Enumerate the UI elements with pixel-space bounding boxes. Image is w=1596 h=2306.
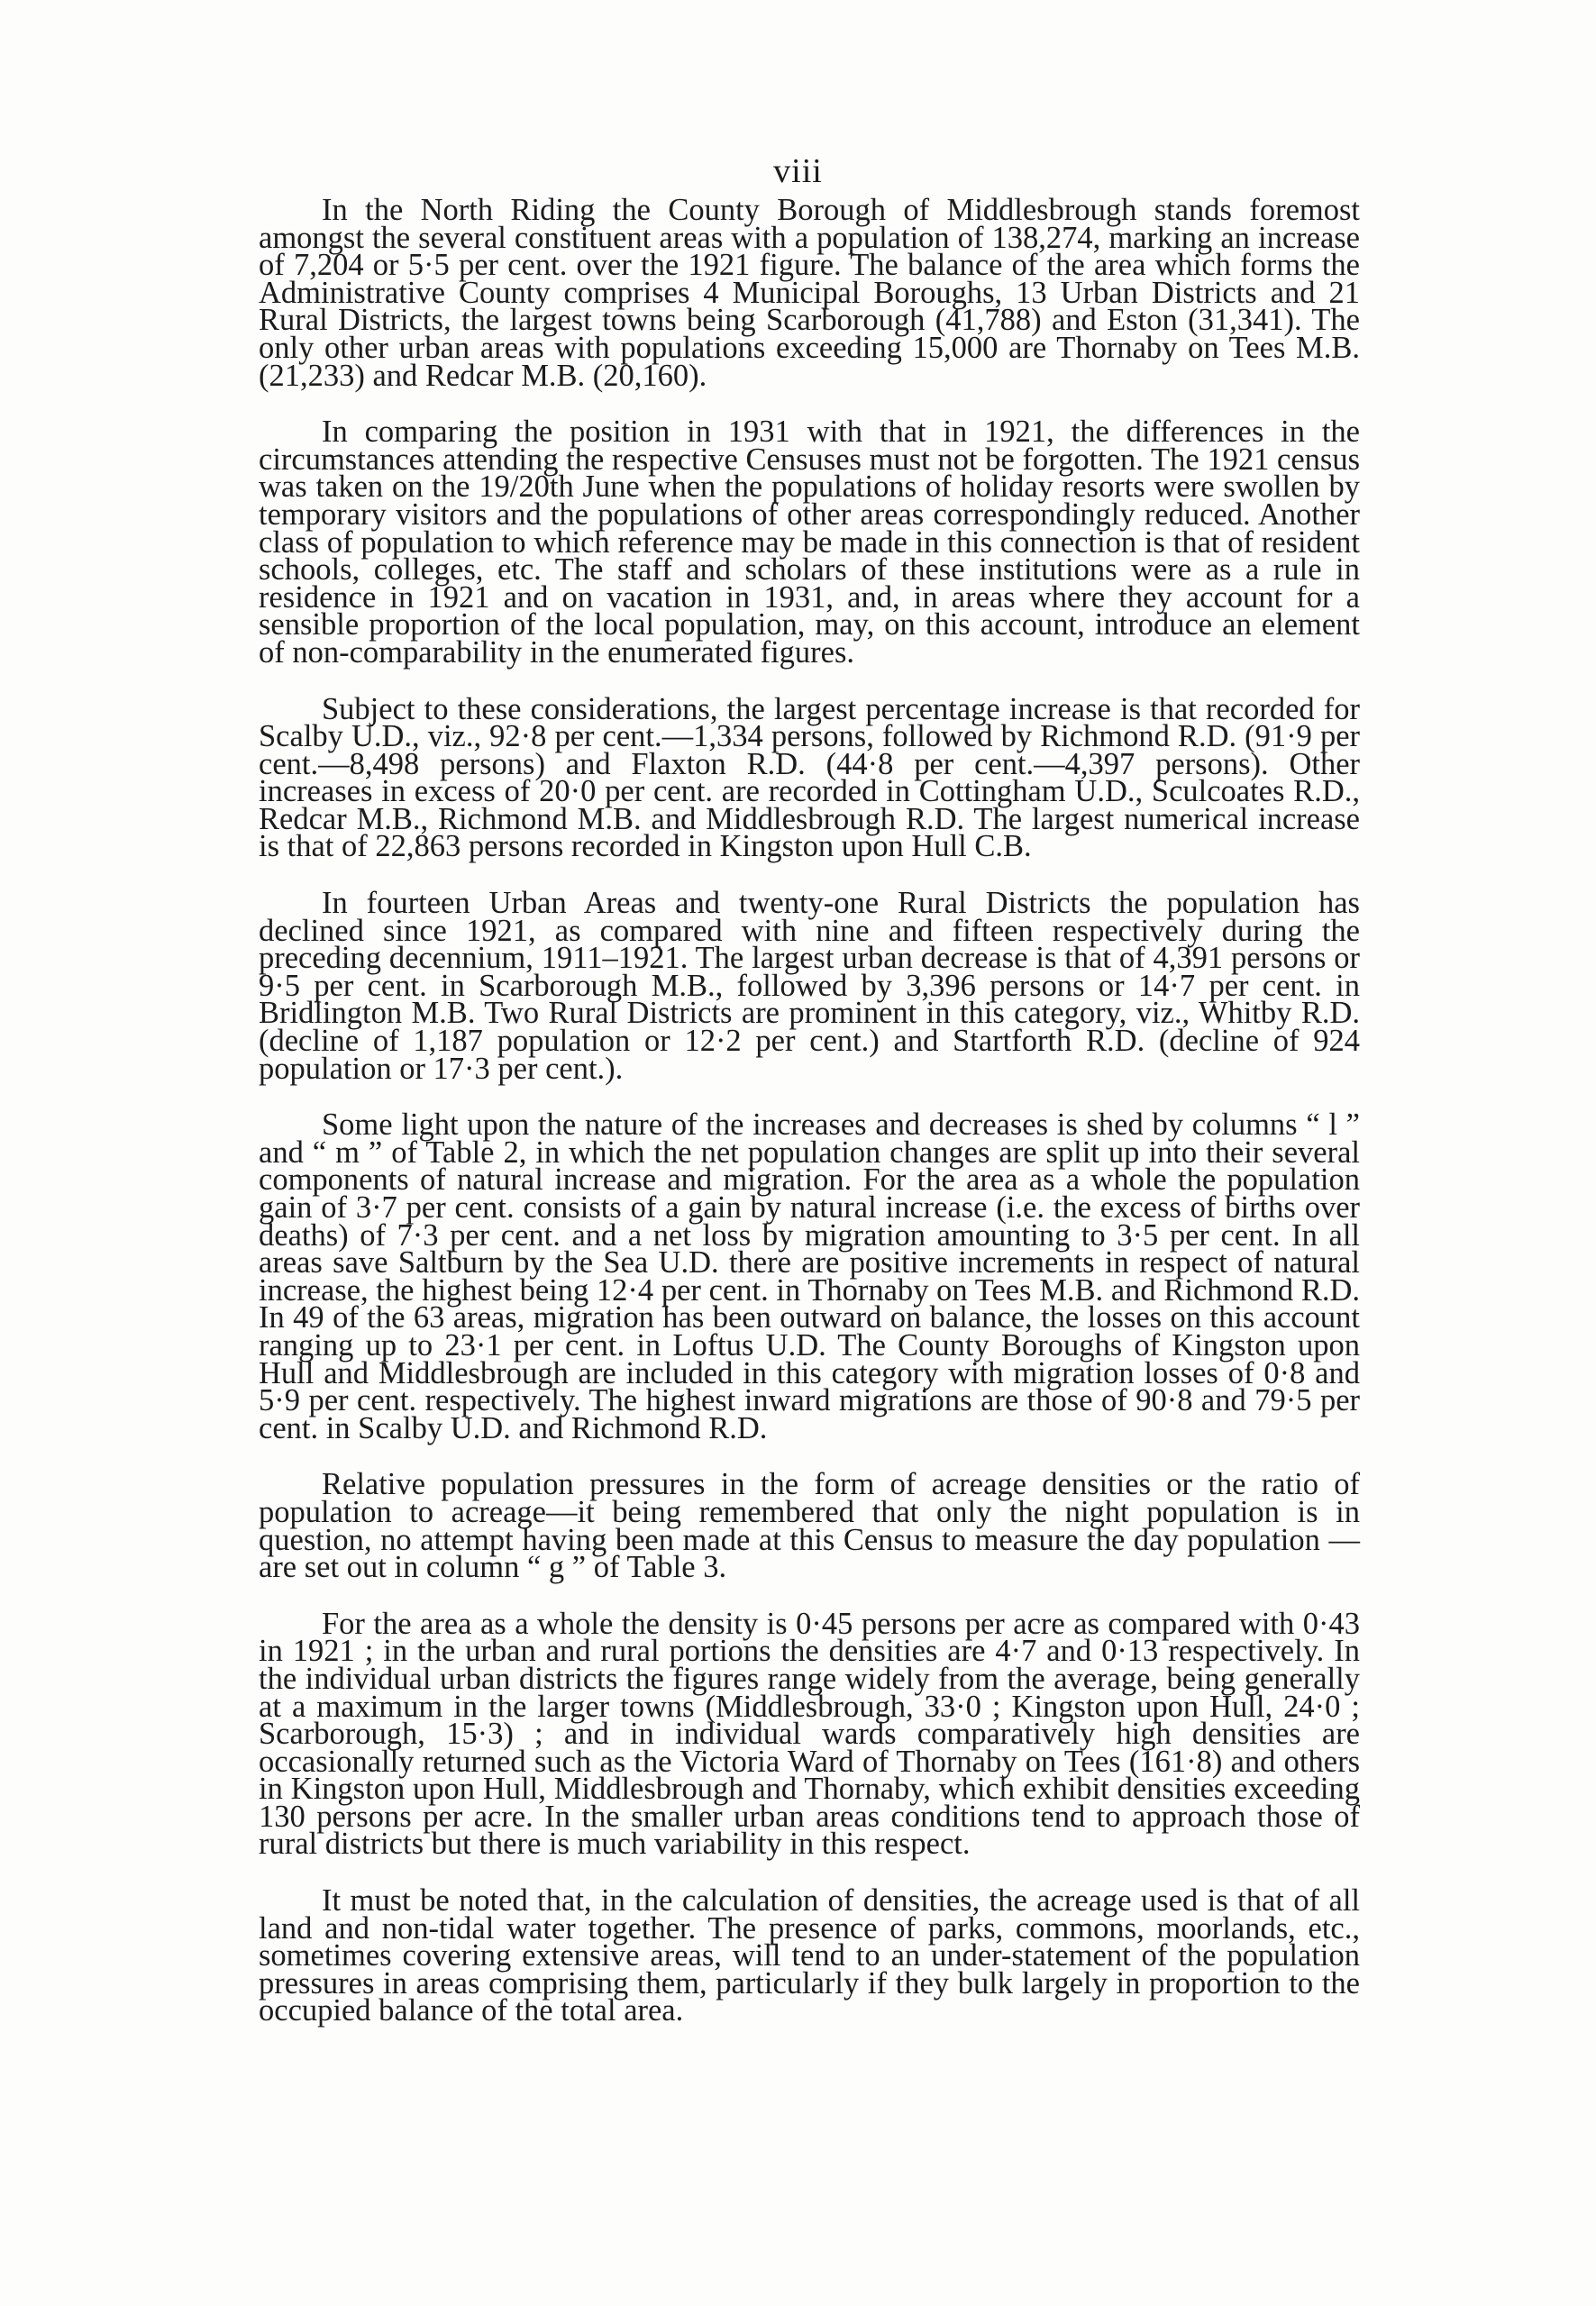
body-text bbox=[259, 193, 1360, 2054]
page-number: viii bbox=[773, 152, 823, 190]
paragraph-north-riding: In the North Riding the County Borough of Middlesbrough stands foremost amongst the several constituent areas with a population of 138,274, marking an increase of 7,204 or 5·5 per cent. over the 1921 figure. The balance of the area which forms the Administrative County comprises 4 Municipal Boroughs, 13 Urban Districts and 21 Rural Districts, the largest towns being Scarborough (41,788) and Eston (31,341). The only other urban areas with populations exceeding 15,000 are Thornaby on Tees M.B. (21,233) and Redcar M.B. (20,160). bbox=[259, 193, 1360, 393]
paragraph-census-comparison: In comparing the position in 1931 with that in 1921, the differences in the circumstances attending the respective Censuses must not be forgotten. The 1921 census was taken on the 19/20th June when the populations of holiday resorts were swollen by temporary visitors and the populations of other areas correspondingly reduced. Another class of population to which reference may be made in this connection is that of resident schools, colleges, etc. The staff and scholars of these institutions were as a rule in residence in 1921 and on vacation in 1931, and, in areas where they account for a sensible proportion of the local population, may, on this account, introduce an element of non-comparability in the enumerated figures. bbox=[259, 415, 1360, 670]
paragraph-largest-increases: Subject to these considerations, the largest percentage increase is that recorded for Scalby U.D., viz., 92·8 per cent.—1,334 persons, followed by Richmond R.D. (91·9 per cent.—8,498 persons) and Flaxton R.D. (44·8 per cent.—4,397 persons). Other increases in excess of 20·0 per cent. are recorded in Cottingham U.D., Sculcoates R.D., Redcar M.B., Richmond M.B. and Middlesbrough R.D. The largest numerical increase is that of 22,863 persons recorded in Kingston upon Hull C.B. bbox=[259, 691, 1360, 864]
paragraph-population-pressures: Relative population pressures in the form of acreage densities or the ratio of population to acreage—it being remembered that only the night population is in question, no attempt having been made at this Census to measure the day population —are set out in column “ g ” of Table 3. bbox=[259, 1467, 1360, 1585]
paragraph-densities: For the area as a whole the density is 0·45 persons per acre as compared with 0·43 in 1921 ; in the urban and rural portions the densities are 4·7 and 0·13 respectively. In the individual urban districts the figures range widely from the average, being generally at a maximum in the larger towns (Middlesbrough, 33·0 ; Kingston upon Hull, 24·0 ; Scarborough, 15·3) ; and in individual wards comparatively high densities are occasionally returned such as the Victoria Ward of Thornaby on Tees (161·8) and others in Kingston upon Hull, Middlesbrough and Thornaby, which exhibit densities exceeding 130 persons per acre. In the smaller urban areas conditions tend to approach those of rural districts but there is much variability in this respect. bbox=[259, 1606, 1360, 1862]
paragraph-acreage-note: It must be noted that, in the calculation of densities, the acreage used is that of all land and non-tidal water together. The presence of parks, commons, moorlands, etc., sometimes covering extensive areas, will tend to an under-statement of the population pressures in areas comprising them, particularly if they bulk largely in proportion to the occupied balance of the total area. bbox=[259, 1883, 1360, 2028]
paragraph-declines: In fourteen Urban Areas and twenty-one Rural Districts the population has declined since 1921, as compared with nine and fifteen respectively during the preceding decennium, 1911–1921. The largest urban decrease is that of 4,391 persons or 9·5 per cent. in Scarborough M.B., followed by 3,396 persons or 14·7 per cent. in Bridlington M.B. Two Rural Districts are prominent in this category, viz., Whitby R.D. (decline of 1,187 population or 12·2 per cent.) and Startforth R.D. (decline of 924 population or 17·3 per cent.). bbox=[259, 886, 1360, 1086]
paragraph-natural-increase-migration: Some light upon the nature of the increases and decreases is shed by columns “ l ” and “ m ” of Table 2, in which the net population changes are split up into their several components of natural increase and migration. For the area as a whole the population gain of 3·7 per cent. consists of a gain by natural increase (i.e. the excess of births over deaths) of 7·3 per cent. and a net loss by migration amounting to 3·5 per cent. In all areas save Saltburn by the Sea U.D. there are positive increments in respect of natural increase, the highest being 12·4 per cent. in Thornaby on Tees M.B. and Richmond R.D. In 49 of the 63 areas, migration has been outward on balance, the losses on this account ranging up to 23·1 per cent. in Loftus U.D. The County Boroughs of Kingston upon Hull and Middlesbrough are included in this category with migration losses of 0·8 and 5·9 per cent. respectively. The highest inward migrations are those of 90·8 and 79·5 per cent. in Scalby U.D. and Richmond R.D. bbox=[259, 1107, 1360, 1445]
